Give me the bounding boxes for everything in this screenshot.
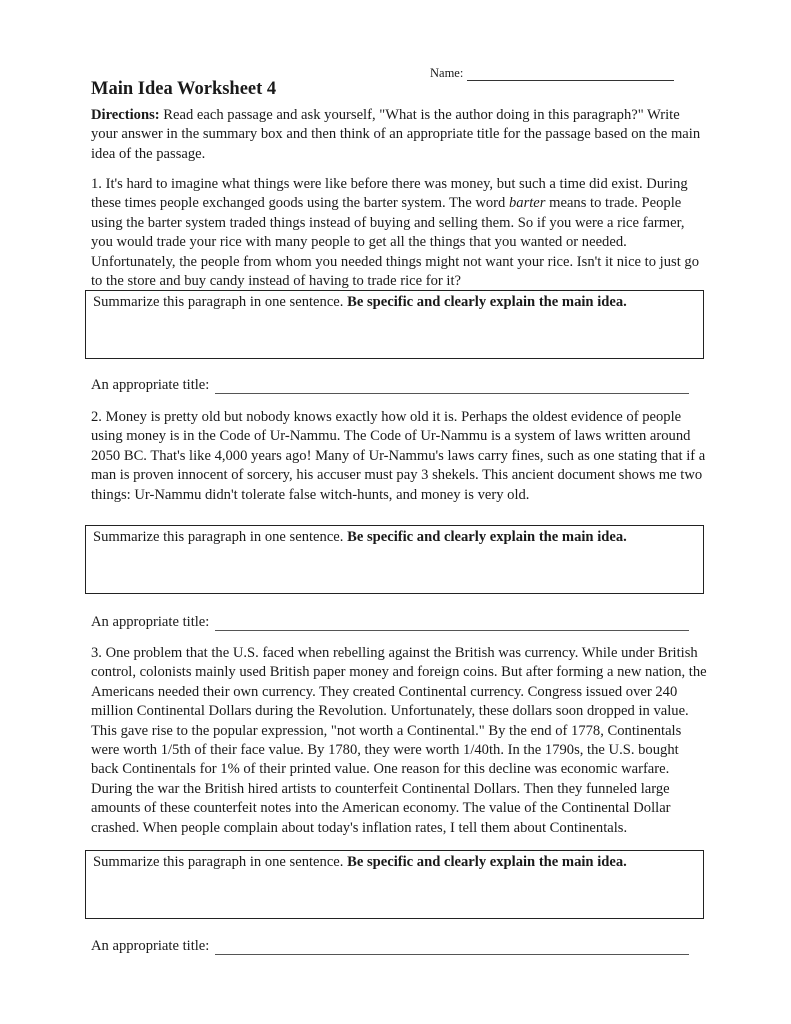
title-row-1: [91, 376, 689, 394]
title-row-2: [91, 613, 689, 631]
summary-prompt-bold: Be specific and clearly explain the main idea.: [347, 529, 627, 545]
title-blank-line-2[interactable]: [215, 617, 689, 631]
title-prompt: An appropriate title:: [91, 938, 210, 954]
summary-prompt-plain: Summarize this paragraph in one sentence.: [93, 854, 348, 870]
summary-prompt-bold: Be specific and clearly explain the main idea.: [347, 294, 627, 310]
title-blank-line-3[interactable]: [215, 941, 689, 955]
passage-1-italic-word: barter: [508, 195, 546, 212]
summary-prompt-plain: Summarize this paragraph in one sentence.: [93, 294, 348, 310]
passage-1-text-after: means to trade. People using the barter system traded things instead of buying and selling them. So if you were a rice farmer, you would trade your rice with many people to get all the things that you wanted or needed. Unfortunately, the people from whom you needed things might not want your rice. Isn't it nice to just go to the store and buy candy instead of having to trade rice for it?: [91, 195, 700, 290]
passage-1-text-before: 1. It's hard to imagine what things were like before there was money, but such a time did exist. During these times people exchanged goods using the barter system. The word: [91, 176, 688, 212]
worksheet-title: Main Idea Worksheet 4: [91, 79, 277, 99]
title-prompt: An appropriate title:: [91, 377, 210, 393]
title-prompt: An appropriate title:: [91, 614, 210, 630]
summary-box-1[interactable]: [85, 290, 704, 359]
summary-box-2[interactable]: [85, 525, 704, 594]
title-blank-line-1[interactable]: [215, 380, 689, 394]
passage-3: 3. One problem that the U.S. faced when rebelling against the British was currency. While under British control, colonists mainly used British paper money and foreign coins. But after forming a new nation, the Americans needed their own currency. They created Continental currency. Congress issued over 240 million Continental Dollars during the Revolution. Unfortunately, these dollars soon dropped in value. This gave rise to the popular expression, "not worth a Continental." By the end of 1778, Continentals were worth 1/5th of their face value. By 1780, they were worth 1/40th. In the 1790s, the U.S. bought back Continentals for 1% of their printed value. One reason for this decline was economic warfare. During the war the British hired artists to counterfeit Continental Dollars. Then they funneled large amounts of these counterfeit notes into the American economy. The value of the Continental Dollar crashed. When people complain about today's inflation rates, I tell them about Continentals.: [91, 645, 707, 836]
summary-prompt-plain: Summarize this paragraph in one sentence.: [93, 529, 348, 545]
name-label: Name:: [430, 66, 464, 80]
title-row-3: [91, 937, 689, 955]
directions-text: Read each passage and ask yourself, "What is the author doing in this paragraph?" Write your answer in the summary box and then think of an appropriate title for the passage based on the main idea of the passage.: [91, 107, 701, 162]
passage-2: 2. Money is pretty old but nobody knows exactly how old it is. Perhaps the oldest evidence of people using money is in the Code of Ur-Nammu. The Code of Ur-Nammu is a system of laws written around 2050 BC. That's like 4,000 years ago! Many of Ur-Nammu's laws carry fines, such as one stating that if a man is proven innocent of sorcery, his accuser must pay 3 shekels. This ancient document shows me two things: Ur-Nammu didn't tolerate false witch-hunts, and money is very old.: [91, 409, 706, 503]
directions-label: Directions:: [91, 107, 160, 123]
name-field: [430, 65, 674, 81]
directions: [91, 106, 709, 164]
summary-box-3[interactable]: [85, 850, 704, 919]
name-blank-line[interactable]: [467, 68, 674, 81]
summary-prompt-bold: Be specific and clearly explain the main idea.: [347, 854, 627, 870]
passage-1: [91, 175, 709, 291]
